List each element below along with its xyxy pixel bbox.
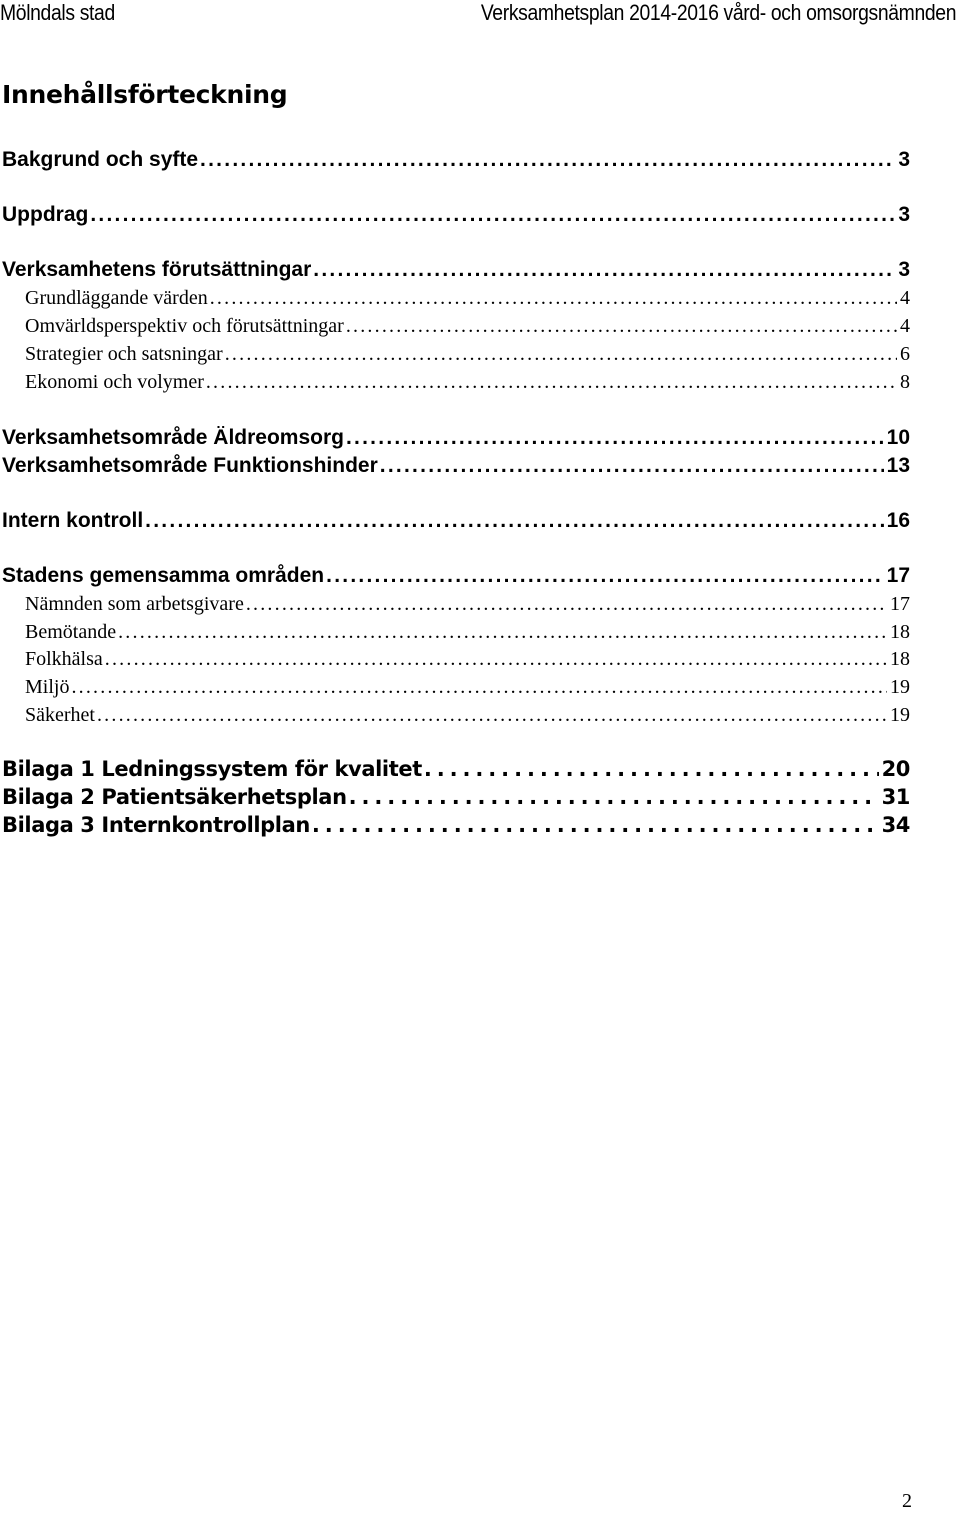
toc-entry-label: Strategier och satsningar	[25, 343, 223, 365]
toc-entry-page: 17	[890, 593, 910, 615]
toc-entry-label: Miljö	[25, 676, 70, 698]
toc-heading: Innehållsförteckning	[2, 80, 288, 109]
toc-dot-leader	[105, 648, 887, 671]
toc-entry-page: 3	[898, 203, 910, 226]
header-organization: Mölndals stad	[0, 0, 115, 25]
toc-entry-page: 17	[886, 564, 910, 587]
toc-entry[interactable]	[2, 785, 910, 809]
toc-entry-label: Verksamhetsområde Äldreomsorg	[2, 426, 344, 449]
toc-entry-label: Bilaga 2 Patientsäkerhetsplan	[2, 785, 347, 809]
toc-dot-leader	[312, 813, 879, 837]
toc-entry-label: Uppdrag	[2, 203, 89, 226]
toc-entry[interactable]	[2, 454, 910, 478]
toc-entry-page: 20	[881, 757, 910, 781]
toc-entry[interactable]	[2, 426, 910, 450]
toc-entry-page: 6	[900, 343, 910, 365]
toc-entry-label: Bilaga 1 Ledningssystem för kvalitet	[2, 757, 422, 781]
toc-dot-leader	[424, 757, 879, 781]
toc-dot-leader	[206, 371, 897, 394]
toc-entry-label: Verksamhetens förutsättningar	[2, 258, 312, 281]
toc-entry[interactable]	[2, 509, 910, 533]
toc-entry-page: 4	[900, 315, 910, 337]
toc-entry[interactable]	[2, 148, 910, 172]
toc-entry-label: Stadens gemensamma områden	[2, 564, 325, 587]
toc-subentry[interactable]	[25, 704, 910, 727]
toc-dot-leader	[118, 621, 887, 644]
toc-dot-leader	[145, 509, 883, 533]
toc-dot-leader	[210, 287, 897, 310]
toc-entry-page: 19	[890, 676, 910, 698]
toc-entry-page: 13	[886, 454, 910, 477]
toc-entry-label: Bakgrund och syfte	[2, 148, 199, 171]
toc-subentry[interactable]	[25, 371, 910, 394]
toc-entry-label: Grundläggande värden	[25, 287, 208, 309]
toc-dot-leader	[225, 343, 897, 366]
toc-dot-leader	[346, 426, 884, 450]
toc-dot-leader	[246, 593, 887, 616]
toc-entry[interactable]	[2, 813, 910, 837]
toc-entry-page: 18	[890, 621, 910, 643]
toc-entry-label: Nämnden som arbetsgivare	[25, 593, 244, 615]
toc-entry-page: 18	[890, 648, 910, 670]
toc-entry-label: Ekonomi och volymer	[25, 371, 204, 393]
toc-subentry[interactable]	[25, 648, 910, 671]
toc-entry-page: 3	[898, 148, 910, 171]
page-number: 2	[902, 1490, 912, 1512]
toc-entry[interactable]	[2, 203, 910, 227]
toc-entry-page: 4	[900, 287, 910, 309]
toc-subentry[interactable]	[25, 315, 910, 338]
toc-entry-page: 31	[881, 785, 910, 809]
toc-entry-page: 10	[886, 426, 910, 449]
toc-dot-leader	[200, 148, 895, 172]
toc-subentry[interactable]	[25, 621, 910, 644]
toc-dot-leader	[90, 203, 895, 227]
toc-entry-page: 8	[900, 371, 910, 393]
toc-entry-label: Säkerhet	[25, 704, 95, 726]
toc-entry-label: Folkhälsa	[25, 648, 103, 670]
toc-entry-label: Bilaga 3 Internkontrollplan	[2, 813, 310, 837]
toc-dot-leader	[71, 676, 887, 699]
toc-subentry[interactable]	[25, 287, 910, 310]
toc-dot-leader	[380, 454, 884, 478]
toc-entry-label: Omvärldsperspektiv och förutsättningar	[25, 315, 344, 337]
toc-entry-label: Verksamhetsområde Funktionshinder	[2, 454, 378, 477]
page-header	[0, 0, 960, 36]
toc-entry-page: 16	[886, 509, 910, 532]
toc-subentry[interactable]	[25, 343, 910, 366]
toc-dot-leader	[326, 564, 884, 588]
toc-entry[interactable]	[2, 258, 910, 282]
toc-entry-page: 34	[881, 813, 910, 837]
toc-subentry[interactable]	[25, 676, 910, 699]
toc-entry-page: 3	[898, 258, 910, 281]
toc-dot-leader	[97, 704, 887, 727]
toc-entry[interactable]	[2, 564, 910, 588]
toc-dot-leader	[349, 785, 879, 809]
toc-subentry[interactable]	[25, 593, 910, 616]
header-document-title: Verksamhetsplan 2014-2016 vård- och omsorgsnämnden	[480, 0, 956, 25]
toc-dot-leader	[313, 258, 895, 282]
toc-entry-label: Intern kontroll	[2, 509, 144, 532]
toc-entry-label: Bemötande	[25, 621, 117, 643]
toc-dot-leader	[346, 315, 897, 338]
toc-entry-page: 19	[890, 704, 910, 726]
toc-entry[interactable]	[2, 757, 910, 781]
